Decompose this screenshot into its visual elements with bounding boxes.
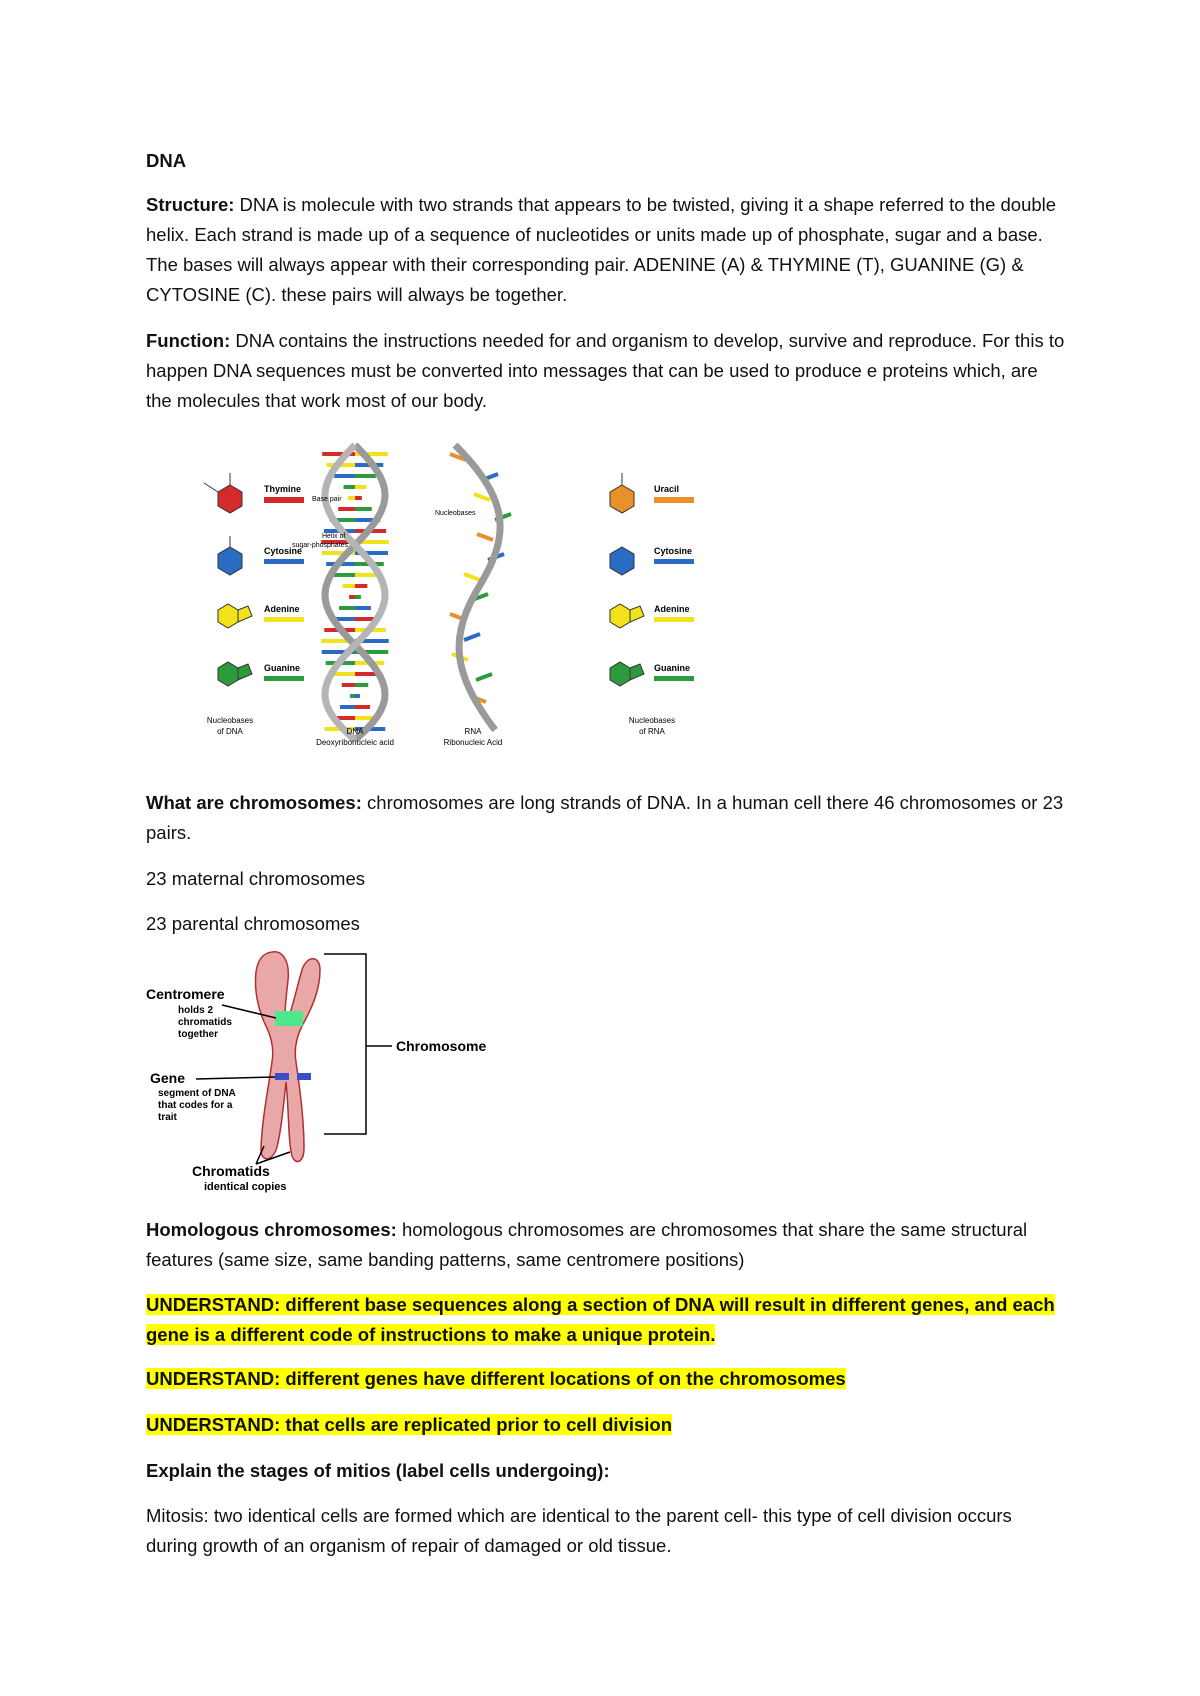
rna-cytosine-bar (654, 559, 694, 564)
dna-nucleobases-column (204, 473, 304, 736)
centromere-desc-3: together (178, 1029, 218, 1040)
rna-guanine-bar (654, 676, 694, 681)
gene-desc-2: that codes for a (158, 1100, 233, 1111)
base-pair-label: Base pair (312, 496, 342, 503)
chromosomes-text: chromosomes are long strands of DNA. In a human cell there 46 chromosomes or 23 pairs. (146, 792, 1064, 843)
understand-2-highlight: UNDERSTAND: different genes have different locations of on the chromosomes (146, 1368, 846, 1389)
homologous-text: homologous chromosomes are chromosomes that share the same structural features (same size, same banding patterns, same centromere positions) (146, 1219, 1028, 1270)
mitosis-paragraph: Mitosis: two identical cells are formed which are identical to the parent cell- this type of cell division occurs during growth of an organism of repair of damaged or old tissue. (146, 1505, 1012, 1556)
gene-desc-1: segment of DNA (158, 1088, 236, 1099)
dna-helix-caption-2: Deoxyribonucleic acid (316, 738, 394, 747)
explain-heading: Explain the stages of mitios (label cells undergoing): (146, 1460, 610, 1481)
rna-nucleobase-stub (474, 494, 490, 500)
structure-label: Structure: (146, 194, 235, 215)
helix-label-1: Helix of (322, 533, 346, 540)
rna-cytosine-molecule (610, 547, 634, 575)
rna-strand-caption-1: RNA (464, 727, 482, 736)
guanine-label: Guanine (264, 663, 301, 673)
chromosomes-paragraph (146, 788, 1066, 848)
understand-3-highlight: UNDERSTAND: that cells are replicated prior to cell division (146, 1414, 672, 1435)
dna-bases-caption-1: Nucleobases (206, 716, 254, 725)
gene-marker-left (275, 1073, 289, 1080)
nucleobases-label: Nucleobases (435, 510, 476, 517)
chromosome-body (255, 952, 320, 1162)
parental-line: 23 parental chromosomes (146, 913, 360, 934)
thymine-label: Thymine (264, 484, 302, 494)
maternal-line: 23 maternal chromosomes (146, 868, 366, 889)
understand-1-paragraph (146, 1290, 1066, 1350)
gene-desc-3: trait (158, 1112, 177, 1123)
rna-bases-caption-1: Nucleobases (628, 716, 676, 725)
rna-cytosine-label: Cytosine (654, 546, 693, 556)
understand-3-paragraph (146, 1410, 1066, 1440)
dna-bases-caption-2: of DNA (217, 727, 243, 736)
dna-double-helix (292, 445, 394, 747)
rna-nucleobase-stub (464, 574, 480, 580)
homologous-paragraph (146, 1215, 1066, 1275)
rna-adenine-bar (654, 617, 694, 622)
cytosine-molecule (218, 547, 242, 575)
centromere-label: Centromere (146, 986, 225, 1002)
cytosine-label: Cytosine (264, 546, 303, 556)
dna-helix-caption-1: DNA (346, 727, 364, 736)
guanine-bar (264, 676, 304, 681)
uracil-bar (654, 497, 694, 503)
homologous-label: Homologous chromosomes: (146, 1219, 397, 1240)
rna-nucleobase-stub (477, 534, 493, 540)
rna-strand-caption-2: Ribonucleic Acid (443, 738, 503, 747)
structure-text: DNA is molecule with two strands that appears to be twisted, giving it a shape referred to the double helix. Each strand is made up of a sequence of nucleotides or units made up of phosphate, sugar and a base. The bases will always appear with their corresponding pair. ADENINE (A) & THYMINE (T), GUANINE (G) & CYTOSINE (C). these pairs will always be together. (146, 194, 1057, 305)
rna-nucleobase-stub (464, 634, 480, 640)
chromatids-label: Chromatids (192, 1163, 270, 1179)
gene-label: Gene (150, 1070, 186, 1086)
understand-2-paragraph (146, 1364, 1066, 1394)
structure-paragraph (146, 190, 1066, 310)
centromere-desc-1: holds 2 (178, 1005, 214, 1016)
gene-marker-right (297, 1073, 311, 1080)
chromatids-desc: identical copies (204, 1181, 287, 1193)
function-label: Function: (146, 330, 231, 351)
adenine-label: Adenine (264, 604, 300, 614)
cytosine-bar (264, 559, 304, 564)
rna-adenine-molecule (610, 604, 630, 628)
rna-guanine-label: Guanine (654, 663, 691, 673)
uracil-label: Uracil (654, 484, 680, 494)
function-text: DNA contains the instructions needed for and organism to develop, survive and reproduce. For this to happen DNA sequences must be converted into messages that can be used to produce e proteins which, are the molecules that work most of our body. (146, 330, 1065, 411)
understand-1-highlight: UNDERSTAND: different base sequences along a section of DNA will result in different genes, and each gene is a different code of instructions to make a unique protein. (146, 1294, 1055, 1345)
chromosome-bracket (324, 954, 366, 1134)
rna-nucleobases-column (610, 473, 694, 736)
chromosome-label: Chromosome (396, 1038, 487, 1054)
adenine-molecule (218, 604, 238, 628)
page-title: DNA (146, 150, 187, 171)
function-paragraph (146, 326, 1066, 416)
chromosome-figure (144, 950, 524, 1200)
guanine-molecule (218, 662, 238, 686)
dna-rna-figure (190, 440, 710, 755)
rna-bases-caption-2: of RNA (639, 727, 665, 736)
rna-strand (435, 445, 511, 747)
centromere-desc-2: chromatids (178, 1017, 232, 1028)
centromere-marker (275, 1011, 303, 1026)
helix-label-2: sugar-phosphates (292, 542, 349, 549)
rna-nucleobase-stub (476, 674, 492, 680)
rna-adenine-label: Adenine (654, 604, 690, 614)
thymine-molecule (218, 485, 242, 513)
thymine-bar (264, 497, 304, 503)
adenine-bar (264, 617, 304, 622)
uracil-molecule (610, 485, 634, 513)
chromosomes-label: What are chromosomes: (146, 792, 362, 813)
rna-guanine-molecule (610, 662, 630, 686)
